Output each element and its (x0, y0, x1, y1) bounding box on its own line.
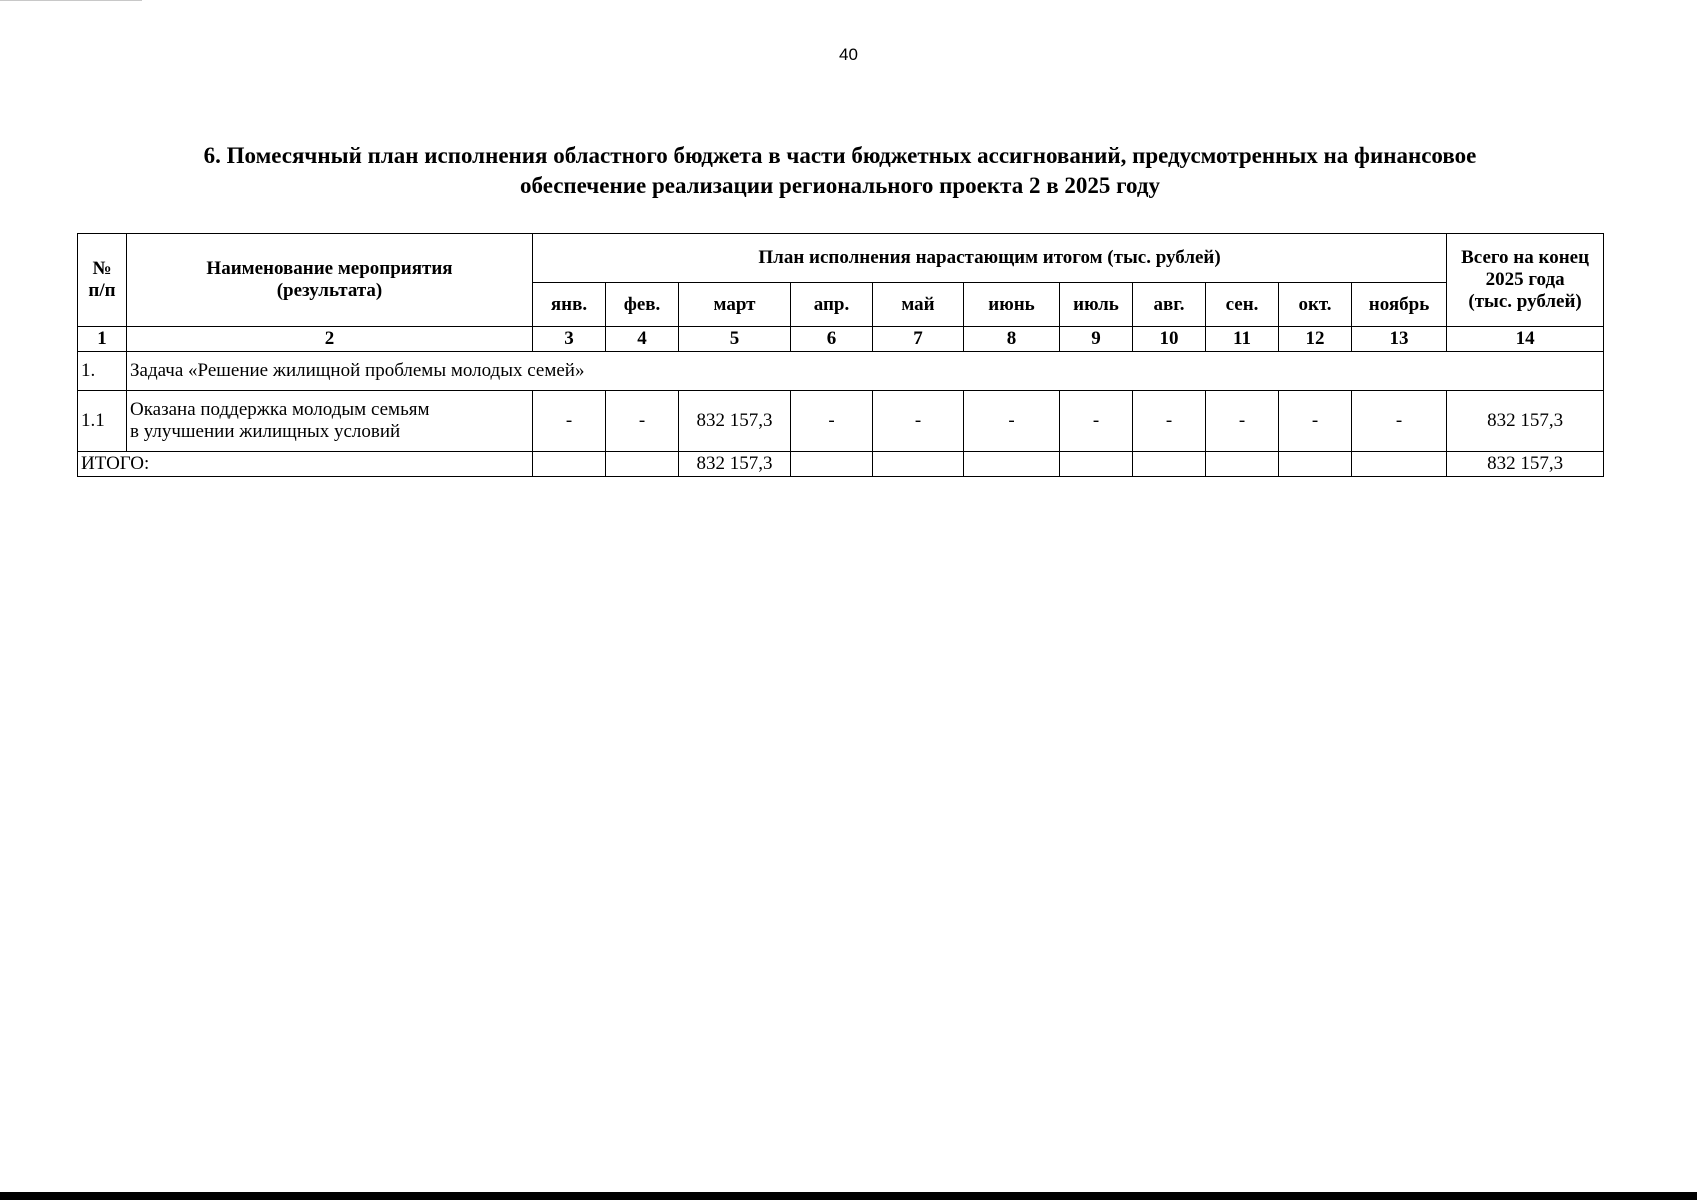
item-month-value: - (964, 391, 1060, 452)
item-month-value: - (1133, 391, 1206, 452)
task-index: 1. (78, 352, 127, 391)
column-number: 14 (1447, 327, 1604, 352)
item-month-value: 832 157,3 (679, 391, 791, 452)
item-month-value: - (1352, 391, 1447, 452)
total-month-value (964, 452, 1060, 477)
item-total-value: 832 157,3 (1447, 391, 1604, 452)
total-month-value (1060, 452, 1133, 477)
header-month: июнь (964, 283, 1060, 327)
top-rule (0, 0, 142, 1)
total-month-value (1133, 452, 1206, 477)
header-row-main (78, 234, 1604, 283)
header-plan: План исполнения нарастающим итогом (тыс. рублей) (533, 234, 1447, 283)
column-number: 1 (78, 327, 127, 352)
item-month-value: - (1279, 391, 1352, 452)
total-month-value (1352, 452, 1447, 477)
header-month: янв. (533, 283, 606, 327)
column-number: 5 (679, 327, 791, 352)
header-month: апр. (791, 283, 873, 327)
page-number: 40 (839, 45, 858, 64)
column-number: 7 (873, 327, 964, 352)
total-month-value (606, 452, 679, 477)
total-row (78, 452, 1604, 477)
column-number: 2 (127, 327, 533, 352)
column-number: 4 (606, 327, 679, 352)
budget-plan-table (77, 233, 1604, 477)
item-month-value: - (1206, 391, 1279, 452)
column-number: 9 (1060, 327, 1133, 352)
header-total: Всего на конец 2025 года (тыс. рублей) (1447, 234, 1604, 327)
total-month-value (791, 452, 873, 477)
header-month: март (679, 283, 791, 327)
column-number: 6 (791, 327, 873, 352)
title-line-2: обеспечение реализации регионального проекта 2 в 2025 году (520, 173, 1160, 198)
total-month-value: 832 157,3 (679, 452, 791, 477)
total-month-value (1279, 452, 1352, 477)
column-number: 13 (1352, 327, 1447, 352)
header-month: ноябрь (1352, 283, 1447, 327)
item-month-value: - (791, 391, 873, 452)
table-row (78, 391, 1604, 452)
header-name: Наименование мероприятия (результата) (127, 234, 533, 327)
title-line-1: 6. Помесячный план исполнения областного бюджета в части бюджетных ассигнований, предусмотренных на финансовое (203, 143, 1477, 168)
header-month: сен. (1206, 283, 1279, 327)
total-label: ИТОГО: (78, 452, 533, 477)
item-month-value: - (606, 391, 679, 452)
column-number-row (78, 327, 1604, 352)
page-title (90, 141, 1590, 201)
column-number: 12 (1279, 327, 1352, 352)
header-month: авг. (1133, 283, 1206, 327)
total-month-value (533, 452, 606, 477)
item-month-value: - (533, 391, 606, 452)
item-index: 1.1 (78, 391, 127, 452)
task-text: Задача «Решение жилищной проблемы молодых семей» (127, 352, 1604, 391)
scan-bottom-band (0, 1192, 1697, 1200)
header-month: май (873, 283, 964, 327)
header-month: окт. (1279, 283, 1352, 327)
total-month-value (873, 452, 964, 477)
column-number: 11 (1206, 327, 1279, 352)
item-month-value: - (1060, 391, 1133, 452)
header-number: № п/п (78, 234, 127, 327)
item-name: Оказана поддержка молодым семьям в улучшении жилищных условий (127, 391, 533, 452)
column-number: 8 (964, 327, 1060, 352)
task-row (78, 352, 1604, 391)
column-number: 3 (533, 327, 606, 352)
item-month-value: - (873, 391, 964, 452)
total-grand-value: 832 157,3 (1447, 452, 1604, 477)
header-month: июль (1060, 283, 1133, 327)
header-month: фев. (606, 283, 679, 327)
column-number: 10 (1133, 327, 1206, 352)
total-month-value (1206, 452, 1279, 477)
